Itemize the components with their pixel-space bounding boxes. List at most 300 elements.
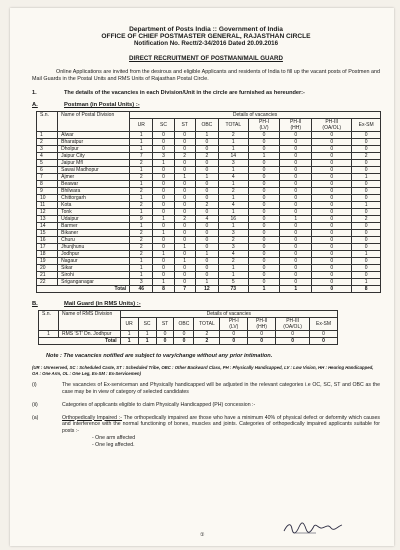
value-cell: 1 bbox=[219, 223, 249, 230]
value-cell: 0 bbox=[312, 272, 352, 279]
total-cell: 8 bbox=[352, 286, 381, 293]
total-cell: 1 bbox=[280, 286, 312, 293]
total-cell: 7 bbox=[174, 286, 195, 293]
value-cell: 0 bbox=[312, 237, 352, 244]
value-cell: 0 bbox=[312, 223, 352, 230]
serial-cell: 14 bbox=[37, 223, 58, 230]
value-cell: 0 bbox=[312, 181, 352, 188]
header-division: Name of RMS Division bbox=[58, 311, 120, 331]
division-cell: Beawar bbox=[58, 181, 130, 188]
value-cell: 0 bbox=[248, 272, 280, 279]
value-cell: 1 bbox=[153, 251, 174, 258]
division-cell: Alwar bbox=[58, 132, 130, 139]
total-cell: 1 bbox=[138, 338, 156, 345]
value-cell: 0 bbox=[248, 258, 280, 265]
value-cell: 0 bbox=[312, 146, 352, 153]
total-cell: 0 bbox=[310, 338, 338, 345]
value-cell: 1 bbox=[130, 139, 153, 146]
value-cell: 0 bbox=[174, 272, 195, 279]
value-cell: 0 bbox=[153, 167, 174, 174]
header-ph3: PH-III (OA/OL) bbox=[312, 119, 352, 132]
value-cell: 0 bbox=[352, 230, 381, 237]
value-cell: 0 bbox=[312, 202, 352, 209]
value-cell: 0 bbox=[280, 230, 312, 237]
value-cell: 0 bbox=[352, 146, 381, 153]
value-cell: 0 bbox=[174, 188, 195, 195]
value-cell: 0 bbox=[280, 188, 312, 195]
value-cell: 0 bbox=[195, 188, 218, 195]
table-row bbox=[37, 174, 381, 181]
division-cell: Churu bbox=[58, 237, 130, 244]
total-cell: 1 bbox=[120, 338, 138, 345]
header-obc: OBC bbox=[195, 119, 218, 132]
serial-cell: 20 bbox=[37, 265, 58, 272]
value-cell: 2 bbox=[130, 244, 153, 251]
signature-icon bbox=[282, 520, 344, 536]
value-cell: 0 bbox=[248, 244, 280, 251]
value-cell: 0 bbox=[248, 331, 276, 338]
value-cell: 0 bbox=[248, 265, 280, 272]
value-cell: 3 bbox=[219, 244, 249, 251]
value-cell: 1 bbox=[130, 167, 153, 174]
division-cell: Barmer bbox=[58, 223, 130, 230]
value-cell: 0 bbox=[195, 230, 218, 237]
division-cell: Jaipur City bbox=[58, 153, 130, 160]
postman-vacancy-table bbox=[36, 111, 381, 293]
division-cell: Tonk bbox=[58, 209, 130, 216]
serial-cell: 1 bbox=[39, 331, 59, 338]
value-cell: 2 bbox=[194, 331, 220, 338]
paragraph-i bbox=[32, 382, 380, 396]
value-cell: 0 bbox=[153, 265, 174, 272]
header-obc: OBC bbox=[174, 318, 194, 331]
value-cell: 3 bbox=[219, 160, 249, 167]
division-cell: Nagaur bbox=[58, 258, 130, 265]
value-cell: 3 bbox=[130, 279, 153, 286]
header-st: ST bbox=[174, 119, 195, 132]
table-row bbox=[37, 251, 381, 258]
value-cell: 1 bbox=[174, 174, 195, 181]
header-sn: S.n. bbox=[39, 311, 59, 331]
header-details: Details of vacancies bbox=[120, 311, 337, 318]
total-row bbox=[37, 286, 381, 293]
document-page bbox=[10, 8, 394, 546]
value-cell: 2 bbox=[130, 188, 153, 195]
division-cell: Bharatpur bbox=[58, 139, 130, 146]
paragraph-number: (ii) bbox=[32, 401, 38, 408]
total-cell: 0 bbox=[174, 338, 194, 345]
value-cell: 1 bbox=[352, 251, 381, 258]
value-cell: 0 bbox=[280, 265, 312, 272]
section-letter: B. bbox=[32, 301, 38, 307]
value-cell: 0 bbox=[248, 195, 280, 202]
total-cell: 2 bbox=[194, 338, 220, 345]
value-cell: 2 bbox=[195, 153, 218, 160]
section-number: 1. bbox=[32, 90, 37, 96]
value-cell: 0 bbox=[312, 265, 352, 272]
value-cell: 0 bbox=[280, 195, 312, 202]
total-cell: 0 bbox=[156, 338, 174, 345]
header-total: TOTAL bbox=[194, 318, 220, 331]
value-cell: 0 bbox=[195, 167, 218, 174]
document-title: DIRECT RECRUITMENT OF POSTMAN/MAIL GUARD bbox=[129, 55, 283, 62]
value-cell: 0 bbox=[280, 181, 312, 188]
value-cell: 0 bbox=[174, 167, 195, 174]
serial-cell: 3 bbox=[37, 146, 58, 153]
value-cell: 0 bbox=[174, 265, 195, 272]
division-cell: RMS 'ST' Dn. Jodhpur bbox=[58, 331, 120, 338]
value-cell: 4 bbox=[219, 202, 249, 209]
value-cell: 1 bbox=[219, 146, 249, 153]
total-label: Total bbox=[37, 286, 130, 293]
division-cell: Bikaner bbox=[58, 230, 130, 237]
table-row bbox=[39, 331, 338, 338]
value-cell: 0 bbox=[195, 195, 218, 202]
value-cell: 1 bbox=[174, 258, 195, 265]
division-cell: Jodhpur bbox=[58, 251, 130, 258]
table-row bbox=[37, 209, 381, 216]
value-cell: 0 bbox=[352, 188, 381, 195]
value-cell: 0 bbox=[174, 146, 195, 153]
list-item: - One leg affected. bbox=[92, 441, 135, 448]
value-cell: 0 bbox=[352, 265, 381, 272]
value-cell: 5 bbox=[219, 279, 249, 286]
header-ph2: PH-II (HH) bbox=[248, 318, 276, 331]
value-cell: 7 bbox=[130, 153, 153, 160]
value-cell: 0 bbox=[174, 195, 195, 202]
table-row bbox=[37, 167, 381, 174]
value-cell: 4 bbox=[219, 174, 249, 181]
value-cell: 0 bbox=[153, 244, 174, 251]
value-cell: 0 bbox=[248, 279, 280, 286]
total-cell: 73 bbox=[219, 286, 249, 293]
value-cell: 0 bbox=[248, 139, 280, 146]
header-ph1: PH-I (LV) bbox=[248, 119, 280, 132]
value-cell: 2 bbox=[130, 237, 153, 244]
value-cell: 1 bbox=[219, 195, 249, 202]
value-cell: 0 bbox=[248, 237, 280, 244]
value-cell: 14 bbox=[219, 153, 249, 160]
table-row bbox=[37, 216, 381, 223]
value-cell: 0 bbox=[248, 181, 280, 188]
serial-cell: 22 bbox=[37, 279, 58, 286]
value-cell: 0 bbox=[280, 258, 312, 265]
value-cell: 0 bbox=[280, 202, 312, 209]
header-ph1: PH-I (LV) bbox=[220, 318, 248, 331]
impairment-list bbox=[92, 435, 380, 449]
value-cell: 2 bbox=[352, 216, 381, 223]
value-cell: 2 bbox=[130, 202, 153, 209]
value-cell: 0 bbox=[153, 195, 174, 202]
division-cell: Ajmer bbox=[58, 174, 130, 181]
value-cell: 0 bbox=[248, 174, 280, 181]
value-cell: 0 bbox=[195, 258, 218, 265]
serial-cell: 18 bbox=[37, 251, 58, 258]
table-row bbox=[37, 230, 381, 237]
value-cell: 0 bbox=[220, 331, 248, 338]
value-cell: 1 bbox=[130, 272, 153, 279]
total-cell: 0 bbox=[248, 338, 276, 345]
serial-cell: 11 bbox=[37, 202, 58, 209]
value-cell: 0 bbox=[280, 272, 312, 279]
paragraph-number: (a) bbox=[32, 414, 39, 421]
value-cell: 0 bbox=[280, 167, 312, 174]
value-cell: 0 bbox=[153, 181, 174, 188]
value-cell: 2 bbox=[174, 216, 195, 223]
value-cell: 0 bbox=[174, 331, 194, 338]
value-cell: 0 bbox=[352, 223, 381, 230]
value-cell: 0 bbox=[153, 272, 174, 279]
value-cell: 0 bbox=[174, 237, 195, 244]
value-cell: 1 bbox=[174, 244, 195, 251]
value-cell: 1 bbox=[130, 181, 153, 188]
table-row bbox=[37, 139, 381, 146]
value-cell: 0 bbox=[280, 223, 312, 230]
value-cell: 0 bbox=[195, 237, 218, 244]
table-row bbox=[37, 265, 381, 272]
paragraph-text: The vacancies of Ex-serviceman and Physically handicapped will be adjusted in the relevant categories i.e OC, SC, ST and OBC as the case may be in view of category of selected candidates bbox=[62, 382, 380, 395]
table-row bbox=[37, 160, 381, 167]
value-cell: 0 bbox=[174, 230, 195, 237]
value-cell: 0 bbox=[280, 132, 312, 139]
table-row bbox=[37, 181, 381, 188]
value-cell: 0 bbox=[195, 223, 218, 230]
value-cell: 0 bbox=[156, 331, 174, 338]
total-cell: 0 bbox=[312, 286, 352, 293]
serial-cell: 9 bbox=[37, 188, 58, 195]
value-cell: 0 bbox=[195, 139, 218, 146]
value-cell: 0 bbox=[248, 230, 280, 237]
value-cell: 1 bbox=[130, 223, 153, 230]
division-cell: Dholpur bbox=[58, 146, 130, 153]
table-row bbox=[37, 195, 381, 202]
value-cell: 1 bbox=[120, 331, 138, 338]
letterhead bbox=[32, 26, 380, 47]
value-cell: 1 bbox=[153, 160, 174, 167]
value-cell: 3 bbox=[153, 153, 174, 160]
value-cell: 0 bbox=[280, 174, 312, 181]
value-cell: 1 bbox=[153, 216, 174, 223]
header-division: Name of Postal Division bbox=[58, 112, 130, 132]
value-cell: 0 bbox=[352, 244, 381, 251]
header-ur: UR bbox=[120, 318, 138, 331]
value-cell: 1 bbox=[219, 272, 249, 279]
value-cell: 0 bbox=[280, 279, 312, 286]
table-row bbox=[37, 146, 381, 153]
value-cell: 0 bbox=[248, 209, 280, 216]
value-cell: 0 bbox=[312, 188, 352, 195]
value-cell: 0 bbox=[195, 272, 218, 279]
section-1-heading bbox=[32, 90, 380, 96]
header-exsm: Ex-SM bbox=[352, 119, 381, 132]
value-cell: 1 bbox=[153, 230, 174, 237]
value-cell: 0 bbox=[312, 195, 352, 202]
value-cell: 2 bbox=[219, 188, 249, 195]
value-cell: 0 bbox=[280, 237, 312, 244]
total-cell: 0 bbox=[276, 338, 310, 345]
table-row bbox=[37, 244, 381, 251]
value-cell: 0 bbox=[312, 258, 352, 265]
header-sn: S.n. bbox=[37, 112, 58, 132]
value-cell: 2 bbox=[130, 251, 153, 258]
value-cell: 0 bbox=[248, 146, 280, 153]
value-cell: 0 bbox=[352, 167, 381, 174]
value-cell: 0 bbox=[280, 139, 312, 146]
value-cell: 0 bbox=[312, 209, 352, 216]
table-row bbox=[37, 279, 381, 286]
value-cell: 0 bbox=[312, 167, 352, 174]
header-ur: UR bbox=[130, 119, 153, 132]
value-cell: 0 bbox=[174, 160, 195, 167]
value-cell: 2 bbox=[174, 153, 195, 160]
serial-cell: 6 bbox=[37, 167, 58, 174]
value-cell: 0 bbox=[352, 258, 381, 265]
value-cell: 1 bbox=[352, 202, 381, 209]
value-cell: 0 bbox=[312, 279, 352, 286]
value-cell: 4 bbox=[195, 216, 218, 223]
value-cell: 0 bbox=[310, 331, 338, 338]
abbreviations-legend: (UR : Unreserved, SC : Scheduled Caste, ST : Scheduled Tribe, OBC : Other Backward Class, PH : Physically Handicapped, LV : Low Vision, HH : Hearing Handicapped, OA : One Arm, OL : One Leg, Ex-SM : Ex-Servicemen) bbox=[32, 365, 374, 376]
value-cell: 0 bbox=[195, 209, 218, 216]
value-cell: 0 bbox=[312, 160, 352, 167]
value-cell: 0 bbox=[153, 223, 174, 230]
division-cell: Udaipur bbox=[58, 216, 130, 223]
header-sc: SC bbox=[138, 318, 156, 331]
value-cell: 1 bbox=[195, 251, 218, 258]
value-cell: 0 bbox=[248, 223, 280, 230]
division-cell: Jaipur Mfl bbox=[58, 160, 130, 167]
value-cell: 0 bbox=[312, 251, 352, 258]
division-cell: Jhunjhunu bbox=[58, 244, 130, 251]
value-cell: 4 bbox=[219, 251, 249, 258]
value-cell: 1 bbox=[195, 279, 218, 286]
serial-cell: 8 bbox=[37, 181, 58, 188]
value-cell: 0 bbox=[248, 202, 280, 209]
serial-cell: 7 bbox=[37, 174, 58, 181]
table-row bbox=[37, 202, 381, 209]
value-cell: 0 bbox=[195, 181, 218, 188]
division-cell: Chittorgarh bbox=[58, 195, 130, 202]
value-cell: 1 bbox=[219, 265, 249, 272]
section-text: Mail Guard (in RMS Units) :- bbox=[64, 301, 141, 307]
value-cell: 0 bbox=[352, 139, 381, 146]
value-cell: 1 bbox=[130, 195, 153, 202]
value-cell: 0 bbox=[195, 265, 218, 272]
value-cell: 0 bbox=[280, 146, 312, 153]
value-cell: 0 bbox=[248, 132, 280, 139]
serial-cell: 2 bbox=[37, 139, 58, 146]
department-line: Department of Posts India :: Government of India bbox=[129, 26, 283, 33]
value-cell: 0 bbox=[248, 216, 280, 223]
value-cell: 0 bbox=[153, 209, 174, 216]
value-cell: 0 bbox=[312, 174, 352, 181]
value-cell: 0 bbox=[153, 146, 174, 153]
value-cell: 0 bbox=[174, 223, 195, 230]
value-cell: 0 bbox=[280, 209, 312, 216]
value-cell: 0 bbox=[248, 167, 280, 174]
value-cell: 0 bbox=[352, 160, 381, 167]
paragraph-ii bbox=[32, 402, 380, 409]
serial-cell: 17 bbox=[37, 244, 58, 251]
value-cell: 0 bbox=[153, 139, 174, 146]
value-cell: 1 bbox=[153, 279, 174, 286]
value-cell: 0 bbox=[248, 251, 280, 258]
value-cell: 0 bbox=[174, 279, 195, 286]
paragraph-number: (i) bbox=[32, 382, 37, 389]
total-cell: 8 bbox=[153, 286, 174, 293]
serial-cell: 13 bbox=[37, 216, 58, 223]
value-cell: 0 bbox=[312, 139, 352, 146]
total-cell: 1 bbox=[248, 286, 280, 293]
value-cell: 16 bbox=[219, 216, 249, 223]
value-cell: 2 bbox=[219, 132, 249, 139]
division-cell: Kota bbox=[58, 202, 130, 209]
value-cell: 2 bbox=[130, 230, 153, 237]
value-cell: 0 bbox=[195, 146, 218, 153]
value-cell: 2 bbox=[219, 237, 249, 244]
value-cell: 2 bbox=[130, 160, 153, 167]
header-st: ST bbox=[156, 318, 174, 331]
value-cell: 0 bbox=[153, 174, 174, 181]
value-cell: 1 bbox=[130, 258, 153, 265]
table-row bbox=[37, 132, 381, 139]
value-cell: 0 bbox=[352, 181, 381, 188]
division-cell: Bhilwara bbox=[58, 188, 130, 195]
value-cell: 1 bbox=[130, 146, 153, 153]
section-b-heading bbox=[32, 301, 380, 307]
value-cell: 0 bbox=[174, 202, 195, 209]
serial-cell: 21 bbox=[37, 272, 58, 279]
value-cell: 0 bbox=[195, 160, 218, 167]
total-cell: 0 bbox=[220, 338, 248, 345]
value-cell: 3 bbox=[219, 230, 249, 237]
value-cell: 9 bbox=[130, 216, 153, 223]
value-cell: 1 bbox=[138, 331, 156, 338]
header-ph2: PH-II (HH) bbox=[280, 119, 312, 132]
table-row bbox=[37, 223, 381, 230]
mail-guard-vacancy-table bbox=[38, 310, 338, 345]
value-cell: 2 bbox=[195, 202, 218, 209]
value-cell: 0 bbox=[195, 244, 218, 251]
value-cell: 0 bbox=[352, 272, 381, 279]
header-sc: SC bbox=[153, 119, 174, 132]
header-details: Details of vacancies bbox=[130, 112, 381, 119]
value-cell: 0 bbox=[280, 251, 312, 258]
value-cell: 0 bbox=[174, 251, 195, 258]
division-cell: Sawai Madhopur bbox=[58, 167, 130, 174]
page-number: ① bbox=[200, 532, 205, 538]
table-row bbox=[37, 272, 381, 279]
value-cell: 0 bbox=[280, 153, 312, 160]
value-cell: 0 bbox=[312, 132, 352, 139]
value-cell: 0 bbox=[352, 132, 381, 139]
value-cell: 0 bbox=[312, 153, 352, 160]
value-cell: 0 bbox=[153, 258, 174, 265]
value-cell: 1 bbox=[195, 174, 218, 181]
value-cell: 1 bbox=[130, 209, 153, 216]
value-cell: 0 bbox=[248, 160, 280, 167]
value-cell: 0 bbox=[174, 209, 195, 216]
value-cell: 2 bbox=[352, 153, 381, 160]
value-cell: 0 bbox=[153, 188, 174, 195]
value-cell: 1 bbox=[352, 174, 381, 181]
value-cell: 0 bbox=[174, 181, 195, 188]
header-ph3: PH-III (OA/OL) bbox=[276, 318, 310, 331]
intro-paragraph: Online Applications are invited from the desirous and eligible Applicants and residents of India to fill up the vacant posts of Postmen and Mail Guards in the Postal Units and RMS Units of Rajasthan Postal Circle. bbox=[32, 69, 380, 82]
section-a-heading bbox=[32, 102, 380, 108]
value-cell: 0 bbox=[352, 237, 381, 244]
list-item: - One arm affected bbox=[92, 434, 136, 441]
